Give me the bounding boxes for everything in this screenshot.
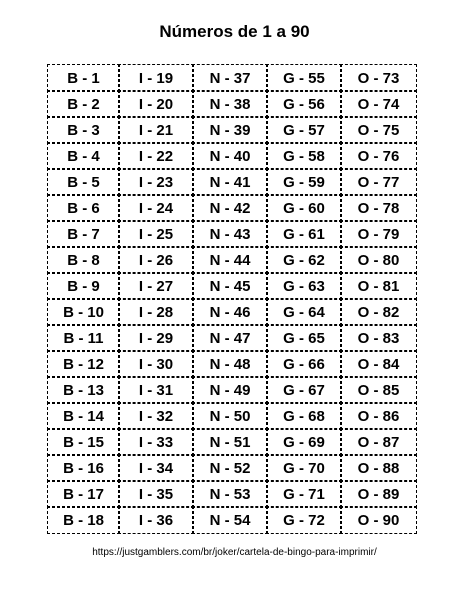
bingo-number-table: [48, 65, 416, 533]
bingo-number-cell: B - 13: [47, 376, 120, 404]
bingo-number-cell: G - 56: [266, 90, 342, 118]
bingo-number-cell: O - 82: [340, 298, 417, 326]
bingo-number-cell: N - 50: [192, 402, 268, 430]
bingo-number-cell: B - 4: [47, 142, 120, 170]
bingo-number-cell: B - 17: [47, 480, 120, 508]
bingo-number-cell: N - 44: [192, 246, 268, 274]
bingo-number-cell: N - 54: [192, 506, 268, 534]
bingo-number-cell: G - 62: [266, 246, 342, 274]
bingo-number-cell: O - 87: [340, 428, 417, 456]
bingo-number-cell: N - 52: [192, 454, 268, 482]
bingo-number-cell: I - 21: [118, 116, 194, 144]
bingo-number-cell: B - 1: [47, 64, 120, 92]
bingo-number-cell: O - 86: [340, 402, 417, 430]
bingo-number-cell: G - 72: [266, 506, 342, 534]
bingo-number-cell: G - 71: [266, 480, 342, 508]
bingo-number-cell: N - 47: [192, 324, 268, 352]
bingo-number-cell: O - 73: [340, 64, 417, 92]
bingo-number-cell: G - 58: [266, 142, 342, 170]
bingo-number-cell: G - 70: [266, 454, 342, 482]
bingo-number-cell: B - 9: [47, 272, 120, 300]
bingo-number-cell: I - 31: [118, 376, 194, 404]
bingo-number-cell: O - 80: [340, 246, 417, 274]
bingo-number-cell: O - 81: [340, 272, 417, 300]
bingo-number-cell: G - 66: [266, 350, 342, 378]
bingo-number-cell: N - 43: [192, 220, 268, 248]
bingo-number-cell: I - 28: [118, 298, 194, 326]
bingo-number-cell: O - 79: [340, 220, 417, 248]
bingo-number-cell: I - 27: [118, 272, 194, 300]
bingo-number-cell: O - 89: [340, 480, 417, 508]
bingo-number-cell: B - 16: [47, 454, 120, 482]
bingo-number-cell: G - 63: [266, 272, 342, 300]
bingo-number-cell: G - 64: [266, 298, 342, 326]
bingo-number-cell: I - 23: [118, 168, 194, 196]
bingo-number-cell: I - 19: [118, 64, 194, 92]
bingo-number-cell: B - 8: [47, 246, 120, 274]
bingo-number-cell: N - 40: [192, 142, 268, 170]
bingo-number-cell: N - 45: [192, 272, 268, 300]
bingo-number-cell: I - 30: [118, 350, 194, 378]
bingo-number-cell: O - 84: [340, 350, 417, 378]
bingo-number-cell: G - 59: [266, 168, 342, 196]
bingo-number-cell: N - 41: [192, 168, 268, 196]
bingo-number-cell: B - 3: [47, 116, 120, 144]
bingo-number-cell: B - 12: [47, 350, 120, 378]
bingo-number-cell: I - 35: [118, 480, 194, 508]
bingo-number-cell: I - 24: [118, 194, 194, 222]
bingo-number-cell: I - 29: [118, 324, 194, 352]
bingo-number-cell: O - 76: [340, 142, 417, 170]
bingo-number-cell: O - 88: [340, 454, 417, 482]
bingo-number-cell: N - 38: [192, 90, 268, 118]
bingo-number-cell: N - 42: [192, 194, 268, 222]
bingo-number-cell: G - 65: [266, 324, 342, 352]
bingo-number-cell: N - 48: [192, 350, 268, 378]
bingo-number-cell: I - 32: [118, 402, 194, 430]
bingo-number-cell: B - 2: [47, 90, 120, 118]
page-title: Números de 1 a 90: [159, 22, 310, 41]
bingo-number-cell: G - 67: [266, 376, 342, 404]
bingo-number-cell: O - 75: [340, 116, 417, 144]
bingo-number-cell: B - 7: [47, 220, 120, 248]
bingo-number-cell: B - 18: [47, 506, 120, 534]
bingo-number-cell: N - 51: [192, 428, 268, 456]
bingo-number-cell: N - 37: [192, 64, 268, 92]
bingo-number-cell: O - 77: [340, 168, 417, 196]
bingo-number-cell: G - 57: [266, 116, 342, 144]
bingo-number-cell: G - 60: [266, 194, 342, 222]
bingo-number-cell: O - 90: [340, 506, 417, 534]
bingo-number-cell: B - 10: [47, 298, 120, 326]
bingo-number-cell: G - 55: [266, 64, 342, 92]
bingo-number-cell: I - 36: [118, 506, 194, 534]
bingo-number-cell: B - 14: [47, 402, 120, 430]
bingo-number-cell: I - 34: [118, 454, 194, 482]
bingo-number-cell: O - 74: [340, 90, 417, 118]
bingo-number-cell: B - 5: [47, 168, 120, 196]
bingo-number-cell: N - 39: [192, 116, 268, 144]
bingo-number-cell: G - 61: [266, 220, 342, 248]
source-url: https://justgamblers.com/br/joker/cartela-de-bingo-para-imprimir/: [92, 547, 377, 558]
bingo-number-cell: O - 85: [340, 376, 417, 404]
bingo-number-cell: N - 53: [192, 480, 268, 508]
bingo-number-cell: B - 6: [47, 194, 120, 222]
bingo-number-cell: G - 68: [266, 402, 342, 430]
bingo-number-cell: G - 69: [266, 428, 342, 456]
bingo-number-cell: I - 33: [118, 428, 194, 456]
bingo-number-cell: I - 20: [118, 90, 194, 118]
bingo-number-cell: I - 26: [118, 246, 194, 274]
bingo-number-cell: I - 22: [118, 142, 194, 170]
bingo-number-cell: B - 11: [47, 324, 120, 352]
bingo-number-cell: O - 78: [340, 194, 417, 222]
bingo-number-cell: N - 46: [192, 298, 268, 326]
bingo-number-cell: I - 25: [118, 220, 194, 248]
bingo-number-cell: N - 49: [192, 376, 268, 404]
bingo-number-cell: B - 15: [47, 428, 120, 456]
bingo-number-cell: O - 83: [340, 324, 417, 352]
